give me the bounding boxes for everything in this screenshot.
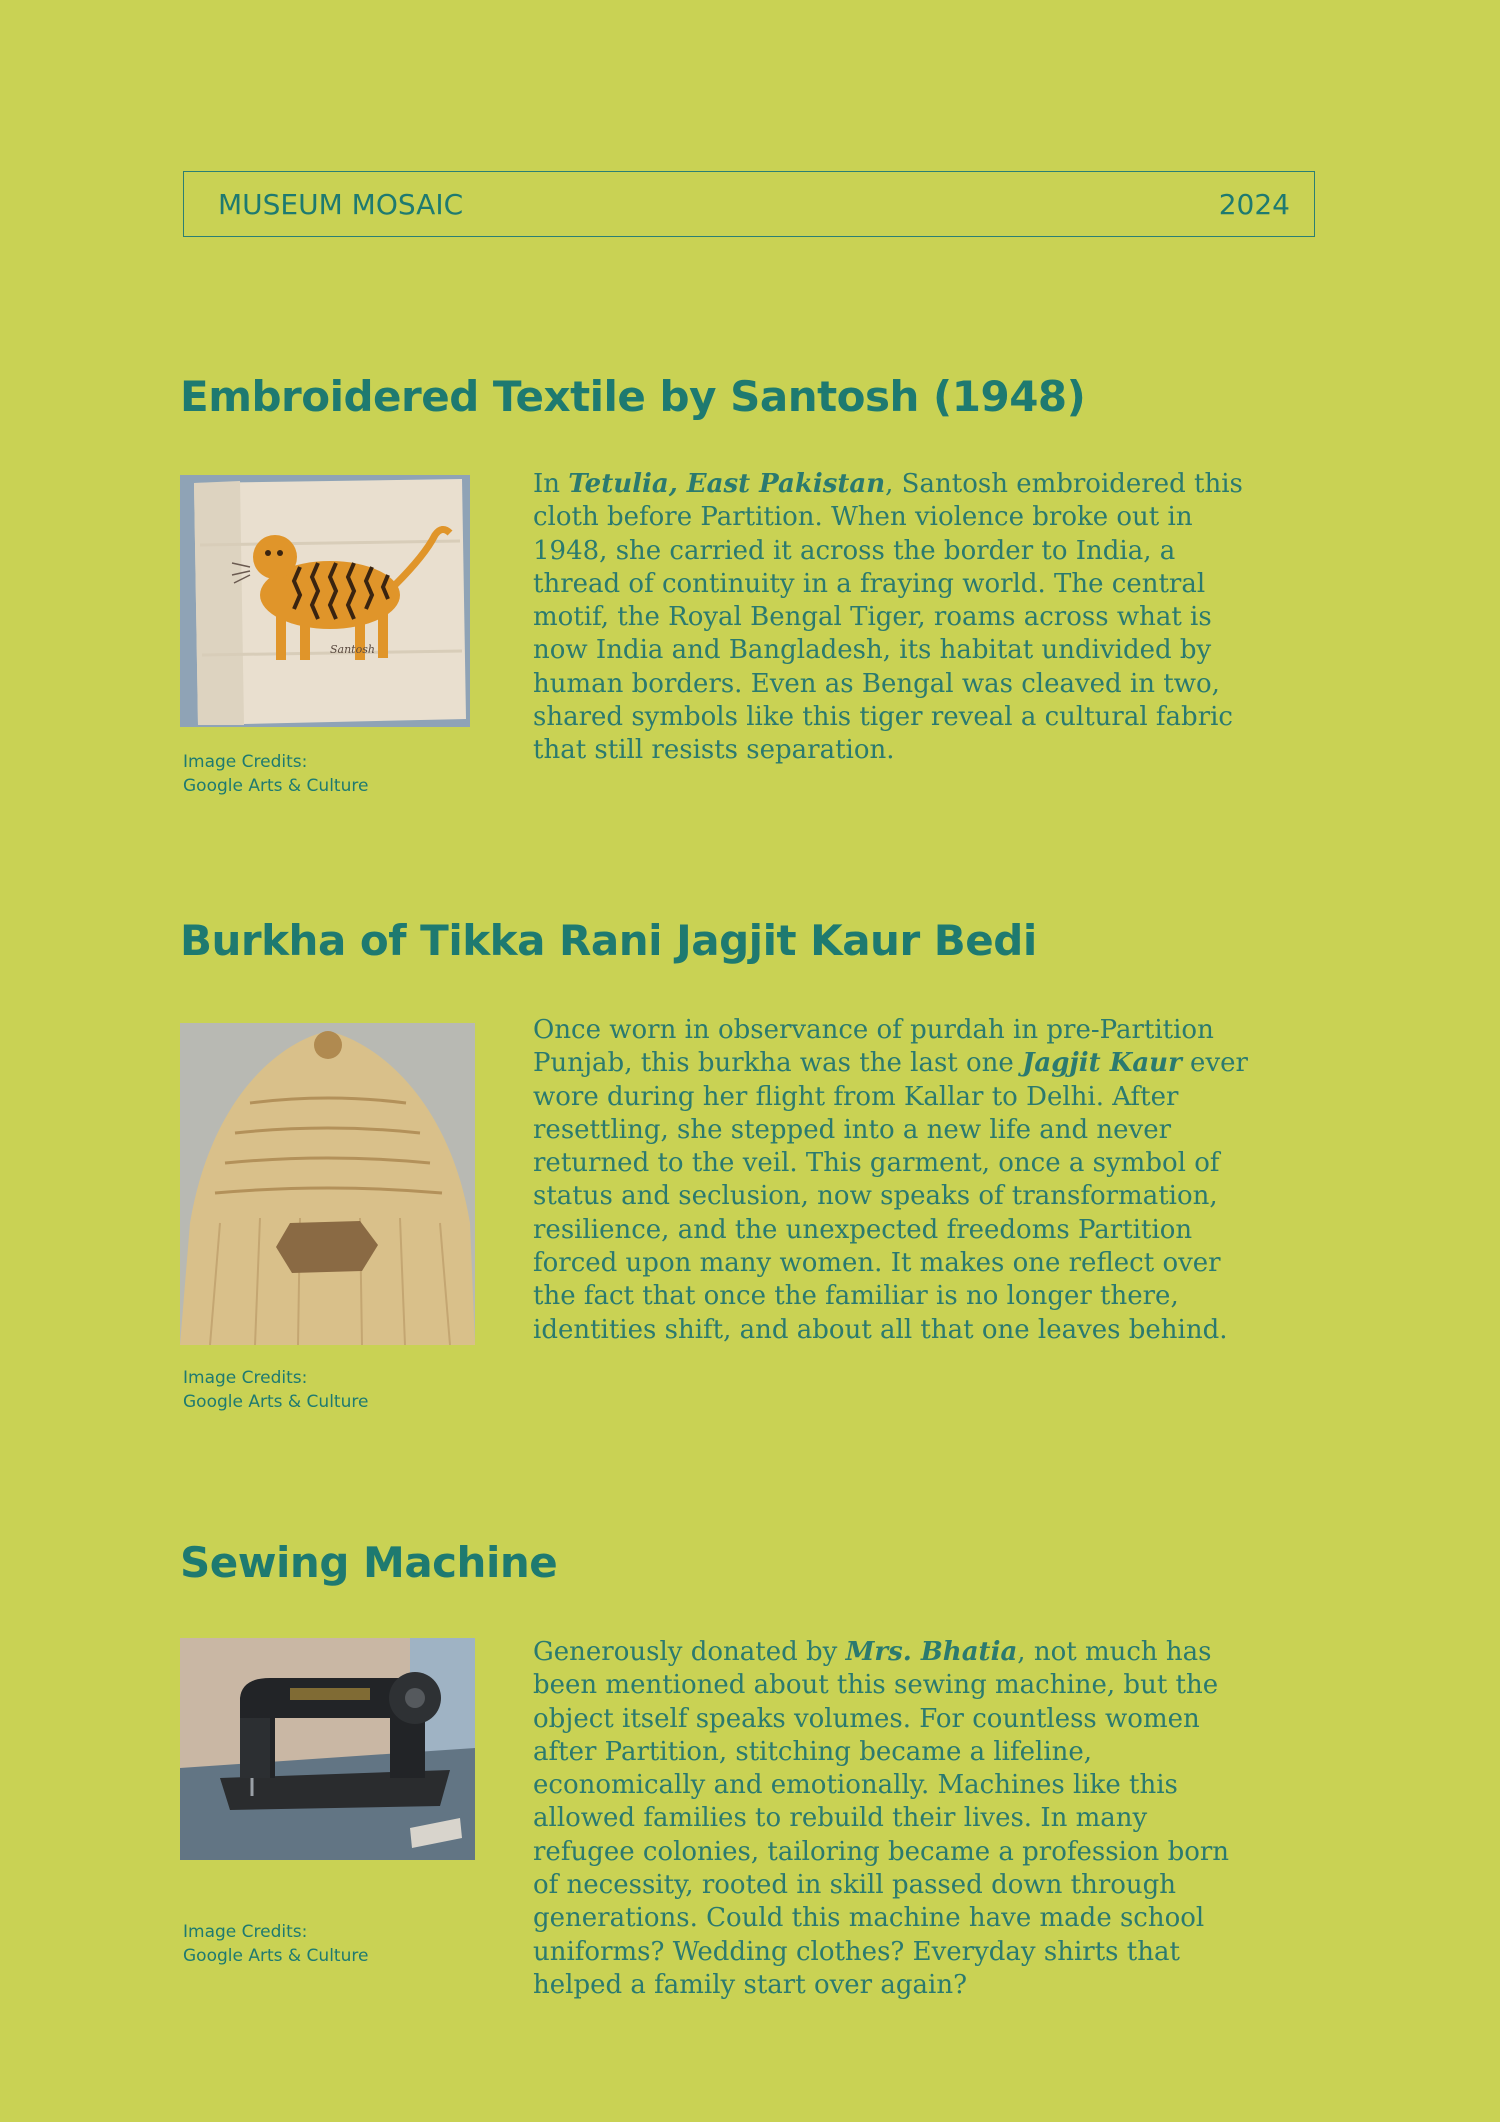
credits-source: Google Arts & Culture (183, 776, 369, 796)
emphasis-name: Jagjit Kaur (1022, 1048, 1182, 1079)
image-credits (183, 750, 368, 798)
credits-label: Image Credits: (183, 752, 308, 772)
tiger-textile-illustration (180, 475, 470, 727)
sewing-machine-illustration (180, 1638, 475, 1860)
section-description: Generously donated by Mrs. Bhatia, not much has been mentioned about this sewing machine, but the object itself speaks volumes. For countless women after Partition, stitching became a lifeline, economically and emotionally. Machines like this allowed families to rebuild their lives. In many refugee colonies, tailoring became a profession born of necessity, rooted in skill passed down through generations. Could this machine have made school uniforms? Wedding clothes? Everyday shirts that helped a family start over again? (533, 1637, 1230, 2000)
burkha-illustration (180, 1023, 475, 1345)
credits-source: Google Arts & Culture (183, 1392, 369, 1412)
section-burkha (180, 916, 1330, 1412)
section-title: Burkha of Tikka Rani Jagjit Kaur Bedi (180, 916, 1037, 965)
section-sewing-machine (180, 1538, 1330, 2000)
credits-label: Image Credits: (183, 1368, 308, 1388)
section-description: Once worn in observance of purdah in pre-Partition Punjab, this burkha was the last one Jagjit Kaur ever wore during her flight from Kallar to Delhi. After resettling, she stepped into a new life and never returned to the veil. This garment, once a symbol of status and seclusion, now speaks of transformation, resilience, and the unexpected freedoms Partition forced upon many women. It makes one reflect over the fact that once the familiar is no longer there, identities shift, and about all that one leaves behind. (533, 1015, 1248, 1345)
section-description: In Tetulia, East Pakistan, Santosh embroidered this cloth before Partition. When violence broke out in 1948, she carried it across the border to India, a thread of continuity in a fraying world. The central motif, the Royal Bengal Tiger, roams across what is now India and Bangladesh, its habitat undivided by human borders. Even as Bengal was cleaved in two, shared symbols like this tiger reveal a cultural fabric that still resists separation. (533, 469, 1243, 766)
emphasis-place: Tetulia, East Pakistan (568, 469, 886, 499)
emphasis-name: Mrs. Bhatia (845, 1637, 1018, 1667)
credits-source: Google Arts & Culture (183, 1946, 369, 1966)
image-credits (183, 1366, 368, 1414)
header-bar (183, 171, 1315, 237)
sewing-machine-image (180, 1638, 475, 1860)
svg-text:Santosh: Santosh (330, 643, 375, 656)
section-title: Sewing Machine (180, 1538, 558, 1587)
section-textile (180, 372, 1330, 796)
section-title: Embroidered Textile by Santosh (1948) (180, 372, 1086, 421)
header-year: 2024 (1218, 187, 1290, 221)
image-credits (183, 1920, 368, 1968)
credits-label: Image Credits: (183, 1922, 308, 1942)
textile-image (180, 475, 470, 727)
burkha-image (180, 1023, 475, 1345)
brand-title: MUSEUM MOSAIC (218, 187, 464, 221)
